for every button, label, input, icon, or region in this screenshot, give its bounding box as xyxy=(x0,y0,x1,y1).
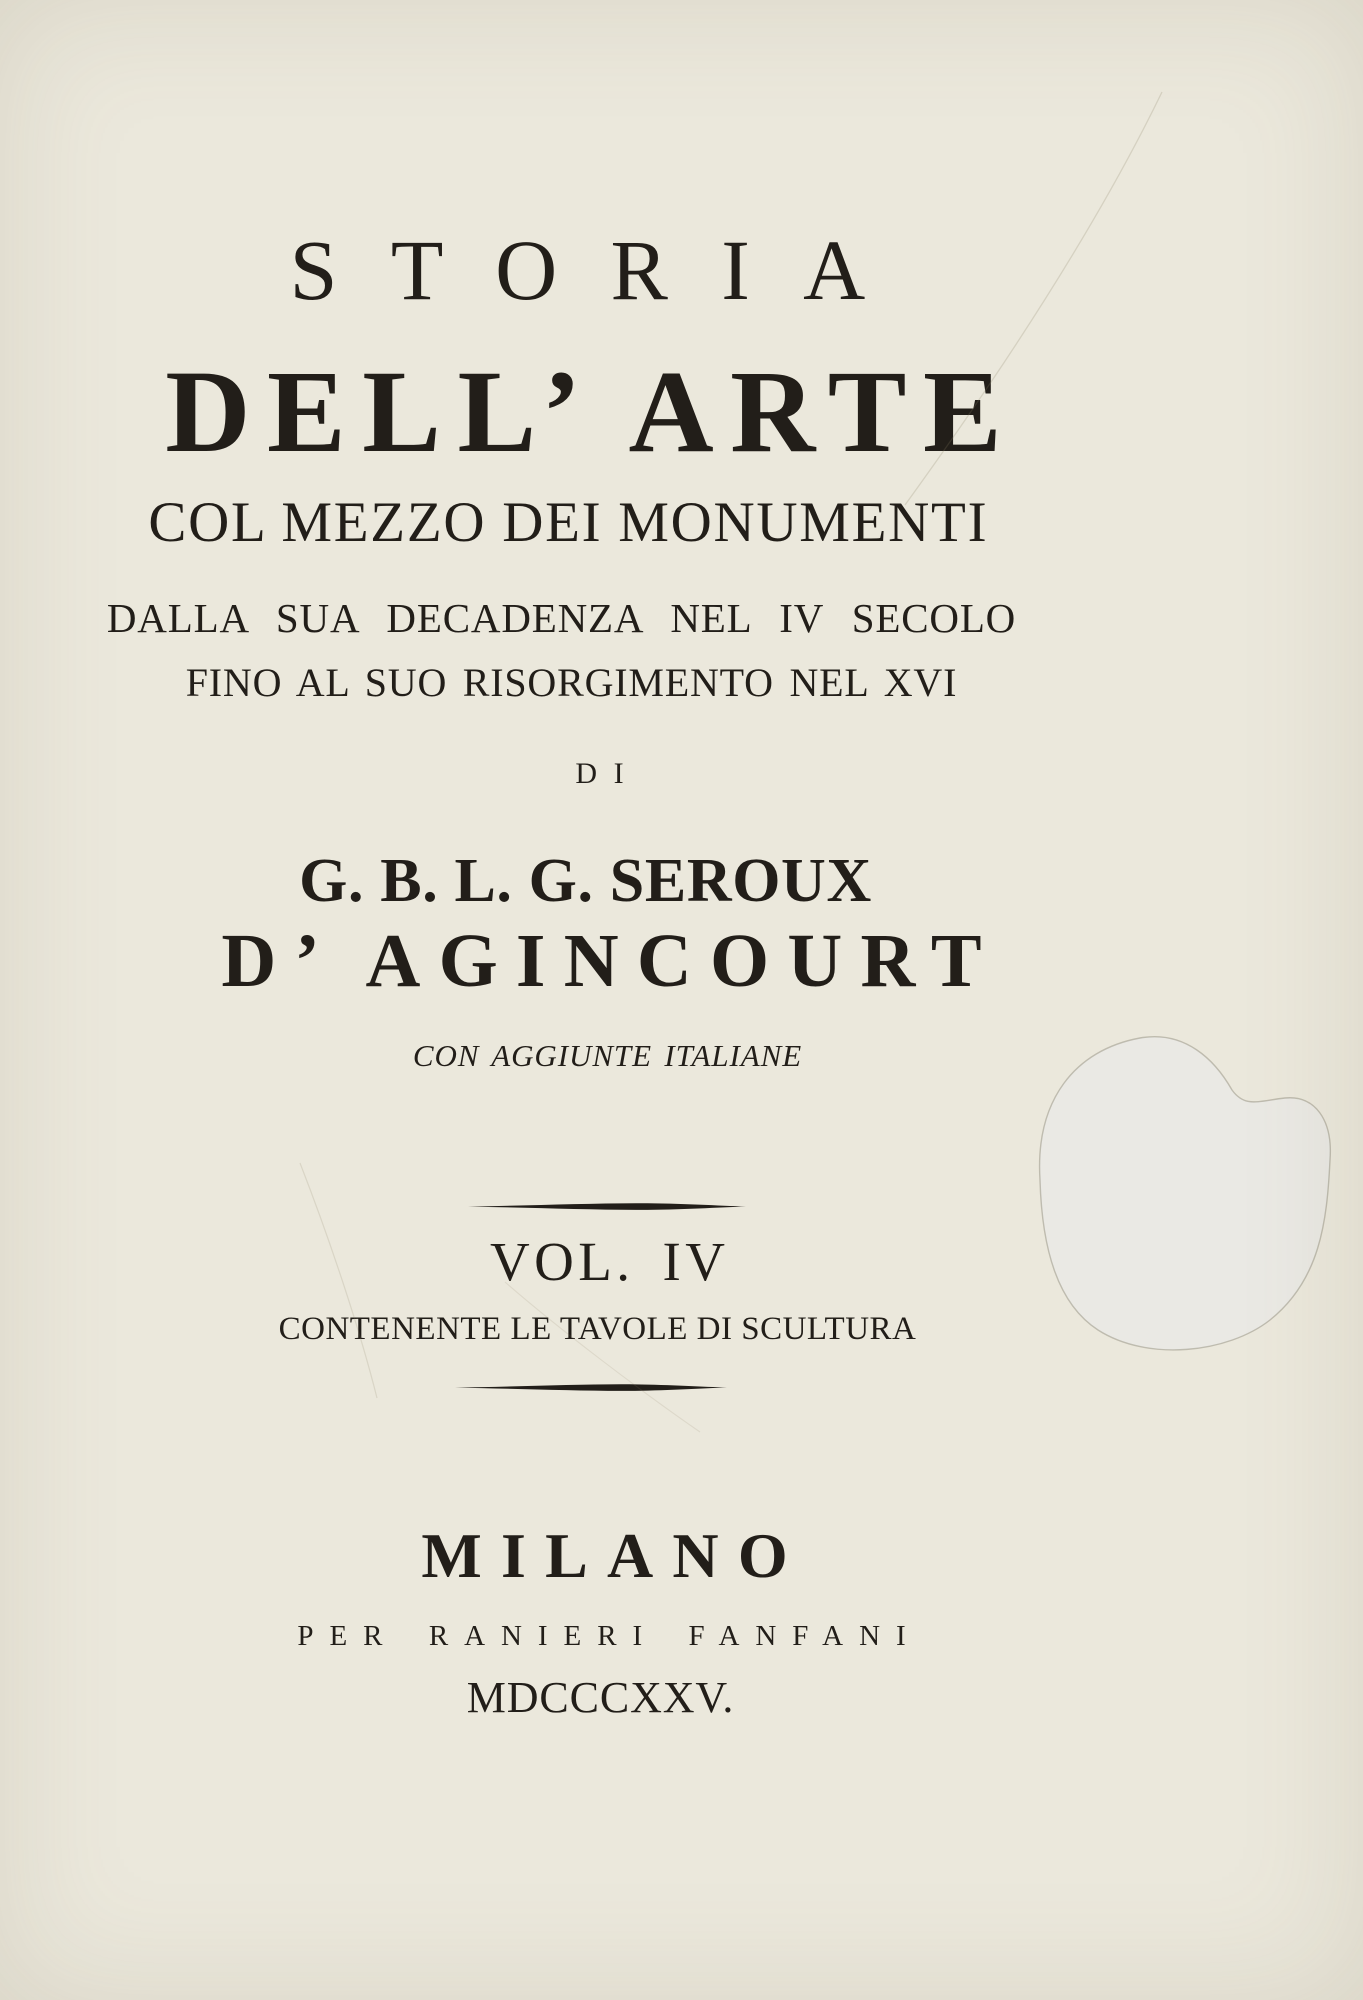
byline-preposition: DI xyxy=(575,757,641,790)
swelled-rule-bottom xyxy=(455,1383,727,1393)
imprint-year: MDCCCXXV. xyxy=(466,1673,735,1722)
imprint-city: MILANO xyxy=(421,1520,807,1591)
swelled-rule-top xyxy=(468,1202,746,1212)
paper-crease xyxy=(505,1282,700,1432)
author-name-line-1: G. B. L. G. SEROUX xyxy=(299,847,872,915)
scope-line-1: DALLA SUA DECADENZA NEL IV SECOLO xyxy=(106,595,1017,641)
book-title-line-2: DELL’ ARTE xyxy=(165,346,1019,477)
book-subtitle: COL MEZZO DEI MONUMENTI xyxy=(148,491,989,554)
volume-label: VOL. IV xyxy=(490,1231,730,1292)
scope-line-2: FINO AL SUO RISORGIMENTO NEL XVI xyxy=(185,660,958,705)
edition-note: CON AGGIUNTE ITALIANE xyxy=(412,1038,803,1073)
imprint-publisher: PER RANIERI FANFANI xyxy=(297,1620,922,1652)
paper-repair-patch xyxy=(1040,1037,1331,1350)
book-title-line-1: STORIA xyxy=(289,222,919,318)
author-name-line-2: D’ AGINCOURT xyxy=(221,919,1000,1003)
volume-contents: CONTENENTE LE TAVOLE DI SCULTURA xyxy=(278,1311,917,1347)
